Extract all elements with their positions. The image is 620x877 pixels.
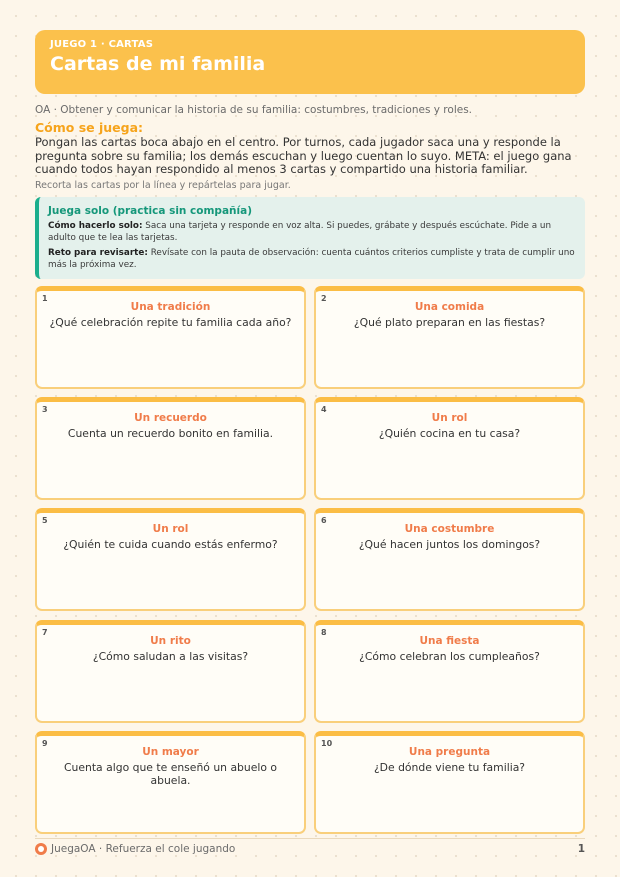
solo-challenge	[48, 247, 576, 271]
game-card	[35, 286, 306, 389]
card-category: Una fiesta	[419, 635, 480, 647]
card-number: 4	[321, 405, 327, 414]
card-number: 3	[42, 405, 48, 414]
game-card	[35, 397, 306, 500]
solo-challenge-text: Revísate con la pauta de observación: cuenta cuántos criterios cumpliste y trata de cumplir uno más la próxima vez.	[48, 248, 575, 270]
target-logo-icon	[35, 843, 47, 855]
cut-note: Recorta las cartas por la línea y repártelas para jugar.	[35, 180, 291, 191]
game-card	[314, 286, 585, 389]
game-card	[35, 731, 306, 834]
card-question: ¿Qué celebración repite tu familia cada año?	[49, 316, 292, 329]
howto-instructions: Pongan las cartas boca abajo en el centro. Por turnos, cada jugador saca una y responde la pregunta sobre su familia; los demás escuchan y luego cuentan lo suyo. META: el juego gana cuando todos hayan respondido al menos 3 cartas y compartido una historia familiar.	[35, 135, 572, 176]
card-question: Cuenta algo que te enseñó un abuelo o abuela.	[63, 761, 278, 787]
card-number: 1	[42, 294, 48, 303]
game-card	[314, 731, 585, 834]
game-card	[314, 508, 585, 611]
card-question: ¿Qué plato preparan en las fiestas?	[353, 316, 546, 329]
card-category: Una tradición	[130, 301, 211, 313]
footer-brand: JuegaOA · Refuerza el cole jugando	[51, 843, 236, 855]
card-number: 6	[321, 516, 327, 525]
card-number: 8	[321, 628, 327, 637]
game-card	[314, 397, 585, 500]
card-category: Un recuerdo	[134, 412, 207, 424]
card-category: Un rito	[150, 635, 191, 647]
card-question: Cuenta un recuerdo bonito en familia.	[67, 427, 274, 440]
card-number: 10	[321, 739, 333, 748]
card-question: ¿De dónde viene tu familia?	[373, 761, 526, 774]
card-number: 5	[42, 516, 48, 525]
page-title: Cartas de mi familia	[50, 53, 266, 75]
card-question: ¿Cómo celebran los cumpleaños?	[359, 650, 540, 663]
game-card	[314, 620, 585, 723]
card-category: Un rol	[431, 412, 468, 424]
card-question: ¿Quién cocina en tu casa?	[378, 427, 521, 440]
game-kicker: JUEGO 1 · CARTAS	[50, 39, 154, 50]
card-number: 7	[42, 628, 48, 637]
card-category: Una pregunta	[408, 746, 491, 758]
title-banner	[35, 30, 585, 94]
card-category: Una comida	[414, 301, 485, 313]
solo-play-box	[35, 197, 585, 279]
card-question: ¿Qué hacen juntos los domingos?	[358, 538, 541, 551]
solo-how	[48, 220, 576, 244]
learning-objective: OA · Obtener y comunicar la historia de su familia: costumbres, tradiciones y roles.	[35, 104, 473, 116]
game-card	[35, 620, 306, 723]
solo-challenge-label: Reto para revisarte:	[48, 248, 148, 258]
card-number: 9	[42, 739, 48, 748]
game-card	[35, 508, 306, 611]
card-question: ¿Cómo saludan a las visitas?	[92, 650, 249, 663]
howto-heading: Cómo se juega:	[35, 120, 144, 135]
page-number: 1	[577, 843, 585, 855]
card-number: 2	[321, 294, 327, 303]
card-question: ¿Quién te cuida cuando estás enfermo?	[63, 538, 278, 551]
solo-how-text: Saca una tarjeta y responde en voz alta. Si puedes, grábate y después escúchate. Pide a un adulto que te lea las tarjetas.	[48, 221, 552, 243]
card-category: Un rol	[152, 523, 189, 535]
solo-how-label: Cómo hacerlo solo:	[48, 221, 143, 231]
card-category: Un mayor	[142, 746, 199, 758]
solo-title: Juega solo (practica sin compañía)	[48, 205, 252, 217]
footer-divider	[35, 838, 585, 839]
card-category: Una costumbre	[404, 523, 495, 535]
